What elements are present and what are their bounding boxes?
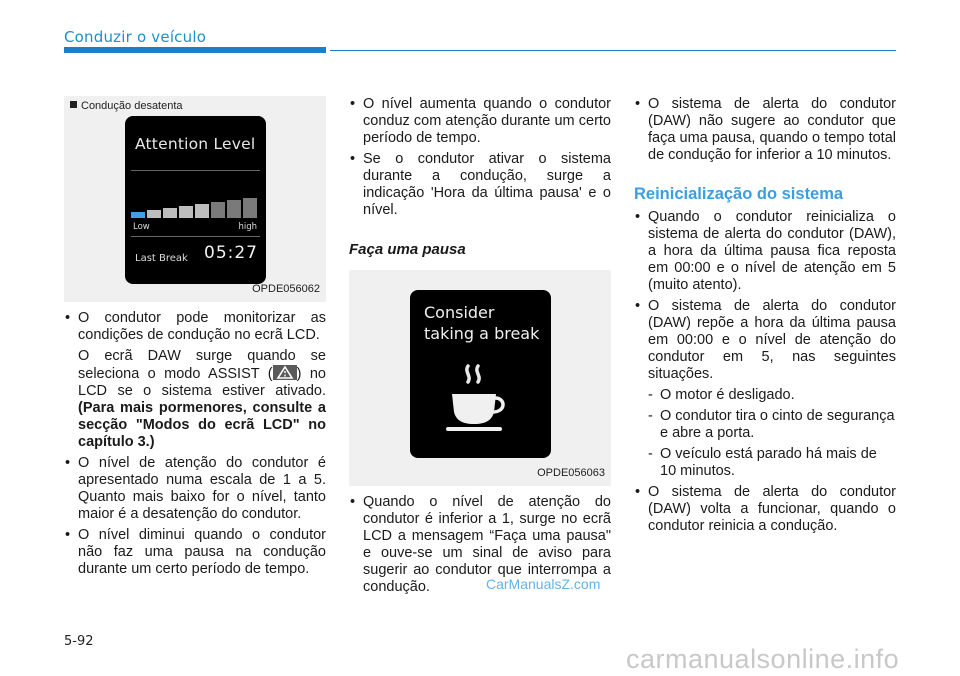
figure-caption: Condução desatenta — [70, 98, 183, 115]
subheading: Reinicialização do sistema — [634, 185, 844, 203]
dash-item: - O condutor tira o cinto de segurança e abre a porta. — [634, 408, 896, 442]
bullet-item: • O condutor pode monitorizar as condições de condução no ecrã LCD. — [64, 310, 326, 344]
lcd-screen — [410, 290, 551, 458]
figure-code: OPDE056062 — [252, 283, 320, 295]
bullet-item: • O sistema de alerta do condutor (DAW) repõe a hora da última pausa em 00:00 e o nível de atenção do condutor em 5, nas seguintes situações. — [634, 298, 896, 383]
square-bullet-icon — [70, 101, 77, 108]
section-title: Conduzir o veículo — [64, 28, 207, 46]
bullet-item: • O sistema de alerta do condutor (DAW) não sugere ao condutor que faça uma pausa, quando o tempo total de condução for inferior a 10 minutos. — [634, 96, 896, 164]
dash-item: - O veículo está parado há mais de 10 minutos. — [634, 446, 896, 480]
dash-item: - O motor é desligado. — [634, 387, 896, 404]
attention-level-gauge — [131, 194, 260, 218]
column-3 — [634, 96, 896, 535]
bullet-item: • Se o condutor ativar o sistema durante a condução, surge a indicação 'Hora da última pausa' e o nível. — [349, 151, 611, 219]
bullet-item: • O nível de atenção do condutor é apresentado numa escala de 1 a 5. Quanto mais baixo for o nível, tanto maior é a desatenção do condutor. — [64, 455, 326, 523]
coffee-cup-icon — [440, 360, 520, 440]
bullet-item: • Quando o condutor reinicializa o sistema de alerta do condutor (DAW), a hora da última pausa fica reposta em 00:00 e o nível de atenção em 5 (muito atento). — [634, 209, 896, 294]
gauge-segment — [227, 200, 241, 218]
bullet-item: • O sistema de alerta do condutor (DAW) volta a funcionar, quando o condutor reinicia a condução. — [634, 484, 896, 535]
watermark[interactable]: carmanualsonline.info — [626, 644, 900, 674]
gauge-segment — [179, 206, 193, 218]
lcd-message: Consider taking a break — [424, 303, 540, 343]
gauge-high-label: high — [238, 222, 257, 232]
lcd-separator — [131, 170, 260, 171]
lcd-separator — [131, 236, 260, 237]
bullet-item: • Quando o nível de atenção do condutor é inferior a 1, surge no ecrã LCD a mensagem “Faça uma pausa" e ouve-se um sinal de aviso para sugerir ao condutor que interrompa a condução. — [349, 494, 611, 596]
last-break-label: Last Break — [135, 253, 188, 264]
column-2 — [349, 96, 611, 596]
gauge-segment — [195, 204, 209, 218]
watermark[interactable]: CarManualsZ.com — [486, 576, 601, 592]
paragraph: O ecrã DAW surge quando se seleciona o modo ASSIST ( ) no LCD se o sistema estiver ativado. (Para mais pormenores, consulte a secção "Modos do ecrã LCD" no capítulo 3.) — [78, 348, 326, 450]
header-rule-thick — [64, 47, 326, 53]
figure-code: OPDE056063 — [537, 467, 605, 479]
figure-take-break — [349, 270, 611, 486]
header-rule-thin — [330, 50, 896, 51]
bullet-item: • O nível aumenta quando o condutor conduz com atenção durante um certo período de tempo. — [349, 96, 611, 147]
gauge-segment — [211, 202, 225, 218]
page-number: 5-92 — [64, 634, 94, 649]
gauge-segment — [131, 212, 145, 218]
last-break-time: 05:27 — [204, 243, 258, 263]
gauge-segment — [163, 208, 177, 218]
gauge-segment — [243, 198, 257, 218]
assist-mode-icon — [273, 365, 297, 380]
lcd-title: Attention Level — [135, 135, 256, 153]
bullet-item: • O nível diminui quando o condutor não faz uma pausa na condução durante um certo período de tempo. — [64, 527, 326, 578]
subheading: Faça uma pausa — [349, 241, 466, 258]
figure-attention-level — [64, 96, 326, 302]
gauge-segment — [147, 210, 161, 218]
lcd-screen — [125, 116, 266, 284]
gauge-low-label: Low — [133, 222, 150, 232]
column-1 — [64, 96, 326, 578]
